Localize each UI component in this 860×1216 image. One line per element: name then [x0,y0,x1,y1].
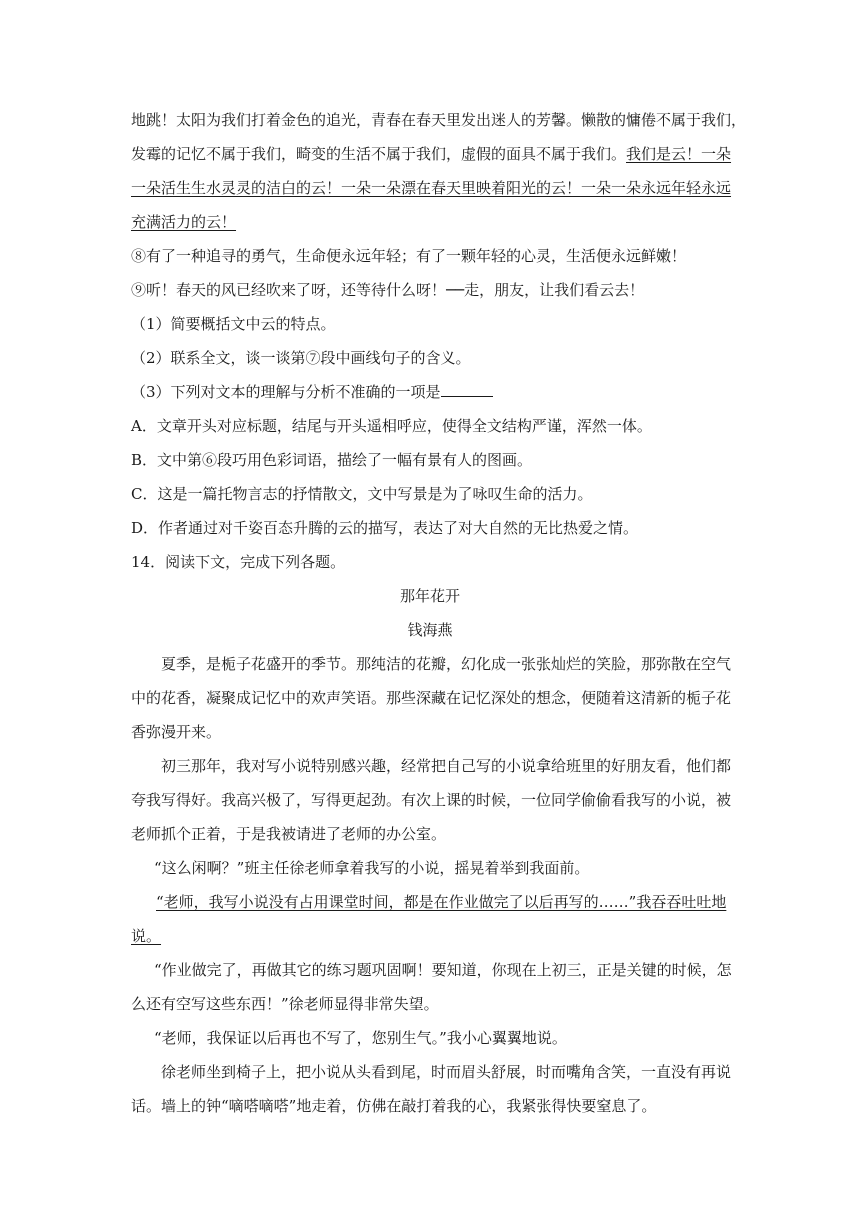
question-2: （2）联系全文，谈一谈第⑦段中画线句子的含义。 [131,349,471,367]
question-1: （1）简要概括文中云的特点。 [131,315,336,333]
article-title: 那年花开 [399,587,460,605]
story-paragraph-1-line-1: 夏季，是栀子花盛开的季节。那纯洁的花瓣，幻化成一张张灿烂的笑脸，那弥散在空气 [161,655,732,673]
option-d: D．作者通过对千姿百态升腾的云的描写，表达了对大自然的无比热爱之情。 [131,519,639,537]
story-paragraph-2-line-2: 夸我写得好。我高兴极了，写得更起劲。有次上课的时候，一位同学偷偷看我写的小说，被 [131,791,732,809]
paragraph-9: ⑨听！春天的风已经吹来了呀，还等待什么呀！──走，朋友，让我们看云去！ [131,281,645,299]
story-paragraph-7-line-2: 话。墙上的钟“嘀嗒嘀嗒”地走着，仿佛在敲打着我的心，我紧张得快要窒息了。 [131,1097,657,1115]
story-paragraph-7-line-1: 徐老师坐到椅子上，把小说从头看到尾，时而眉头舒展，时而嘴角含笑，一直没有再说 [161,1063,732,1081]
story-paragraph-3: “这么闲啊？”班主任徐老师拿着我写的小说，摇晃着举到我面前。 [154,859,590,877]
story-paragraph-1-line-2: 中的花香，凝聚成记忆中的欢声笑语。那些深藏在记忆深处的想念，便随着这清新的栀子花 [131,689,732,707]
article-author: 钱海燕 [407,621,453,639]
underlined-sentence-start: 我们是云！一朵 [626,145,732,163]
underlined-sentence-middle: 一朵活生生水灵灵的洁白的云！一朵一朵漂在春天里映着阳光的云！一朵一朵永远年轻永远 [131,179,732,197]
answer-blank [441,382,493,397]
story-paragraph-1-line-3: 香弥漫开来。 [131,723,222,741]
story-paragraph-5-line-2: 么还有空写这些东西！”徐老师显得非常失望。 [131,995,439,1013]
question-3-text: （3）下列对文本的理解与分析不准确的一项是 [131,383,441,401]
question-3 [131,382,493,402]
question-14: 14．阅读下文，完成下列各题。 [131,553,346,571]
paragraph-7-line-1: 地跳！太阳为我们打着金色的追光，青春在春天里发出迷人的芳馨。懒散的慵倦不属于我们， [131,111,747,129]
story-paragraph-6: “老师，我保证以后再也不写了，您别生气。”我小心翼翼地说。 [154,1029,567,1047]
option-a: A．文章开头对应标题，结尾与开头遥相呼应，使得全文结构严谨，浑然一体。 [131,417,652,435]
paragraph-8: ⑧有了一种追寻的勇气，生命便永远年轻；有了一颗年轻的心灵，生活便永远鲜嫩！ [131,247,687,265]
underlined-sentence-end: 充满活力的云！ [131,213,237,231]
story-paragraph-5-line-1: “作业做完了，再做其它的练习题巩固啊！要知道，你现在上初三，正是关键的时候，怎 [154,961,732,979]
story-paragraph-2-line-1: 初三那年，我对写小说特别感兴趣，经常把自己写的小说拿给班里的好朋友看，他们都 [161,757,732,775]
paragraph-7-line-2 [131,144,731,164]
option-b: B．文中第⑥段巧用色彩词语，描绘了一幅有景有人的图画。 [131,451,533,469]
paragraph-7-text: 发霉的记忆不属于我们，畸变的生活不属于我们，虚假的面具不属于我们。 [131,145,627,163]
option-c: C．这是一篇托物言志的抒情散文，文中写景是为了咏叹生命的活力。 [131,485,593,503]
story-underlined-line-1: “老师，我写小说没有占用课堂时间，都是在作业做完了以后再写的……”我吞吞吐吐地 [156,893,727,911]
story-underlined-line-2: 说。 [131,927,162,945]
story-paragraph-2-line-3: 老师抓个正着，于是我被请进了老师的办公室。 [131,825,447,843]
